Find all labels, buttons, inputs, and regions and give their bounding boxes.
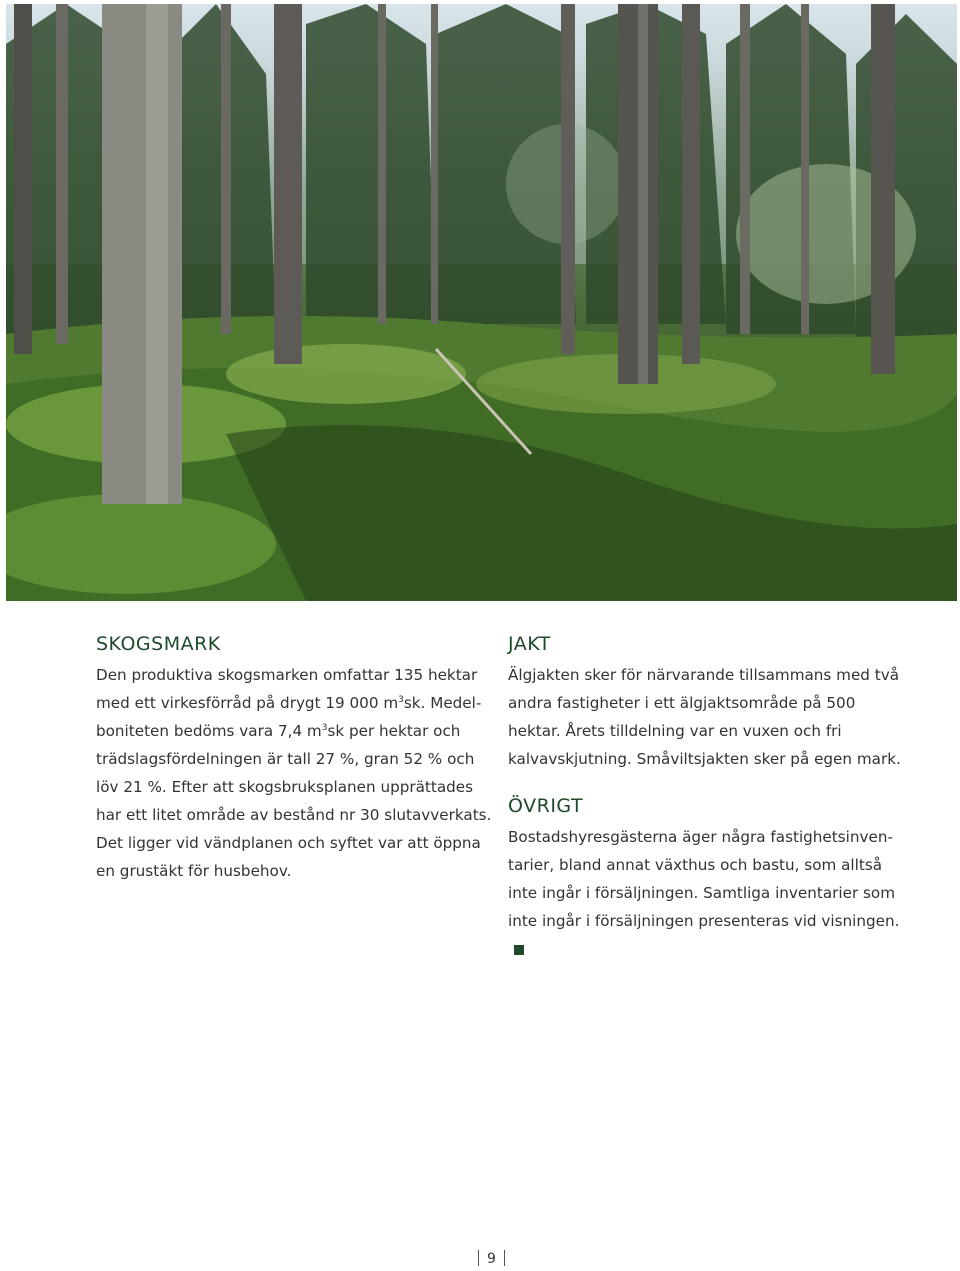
divider	[504, 1250, 505, 1266]
ovrigt-heading: ÖVRIGT	[508, 795, 584, 817]
skogsmark-text-part3: sk per hektar och trädslagsfördelningen är tall 27 %, gran 52 % och löv 21 %. Efter att skogsbruksplanen upprättades har ett litet område av bestånd nr 30 slutavverkats. Det ligger vid vändplanen och syftet var att öppna en grustäkt för husbehov.	[96, 722, 492, 880]
end-square-icon	[514, 945, 524, 955]
skogsmark-heading: SKOGSMARK	[96, 633, 221, 655]
skogsmark-section	[96, 633, 496, 885]
skogsmark-body	[96, 661, 496, 885]
jakt-heading: JAKT	[508, 633, 551, 655]
forest-illustration	[6, 4, 957, 601]
page-number	[470, 1250, 513, 1267]
superscript-3: 3	[321, 723, 328, 733]
forest-photo	[6, 4, 957, 601]
page-number-text: 9	[487, 1251, 496, 1267]
jakt-body: Älgjakten sker för närvarande tillsammans med två andra fastigheter i ett älgjaktsområde på 500 hektar. Årets tilldelning var en vuxen och fri kalvavskjutning. Småviltsjakten sker på egen mark.	[508, 666, 901, 768]
ovrigt-body	[508, 823, 908, 963]
divider	[478, 1250, 479, 1266]
ovrigt-text: Bostadshyresgästerna äger några fastighetsinventarier, bland annat växthus och bastu, som alltså inte ingår i försäljningen. Samtliga inventarier som inte ingår i försäljningen presenteras vid visningen.	[508, 828, 900, 930]
superscript-3: 3	[398, 695, 404, 705]
skogsmark-text-part1: Den produktiva skogsmarken omfattar 135 hektar med ett virkesförråd på drygt 19 000 m	[96, 666, 478, 712]
right-column	[508, 633, 908, 963]
skogsmark-text-part2: sk. Medelboniteten bedöms vara 7,4 m	[96, 694, 482, 740]
